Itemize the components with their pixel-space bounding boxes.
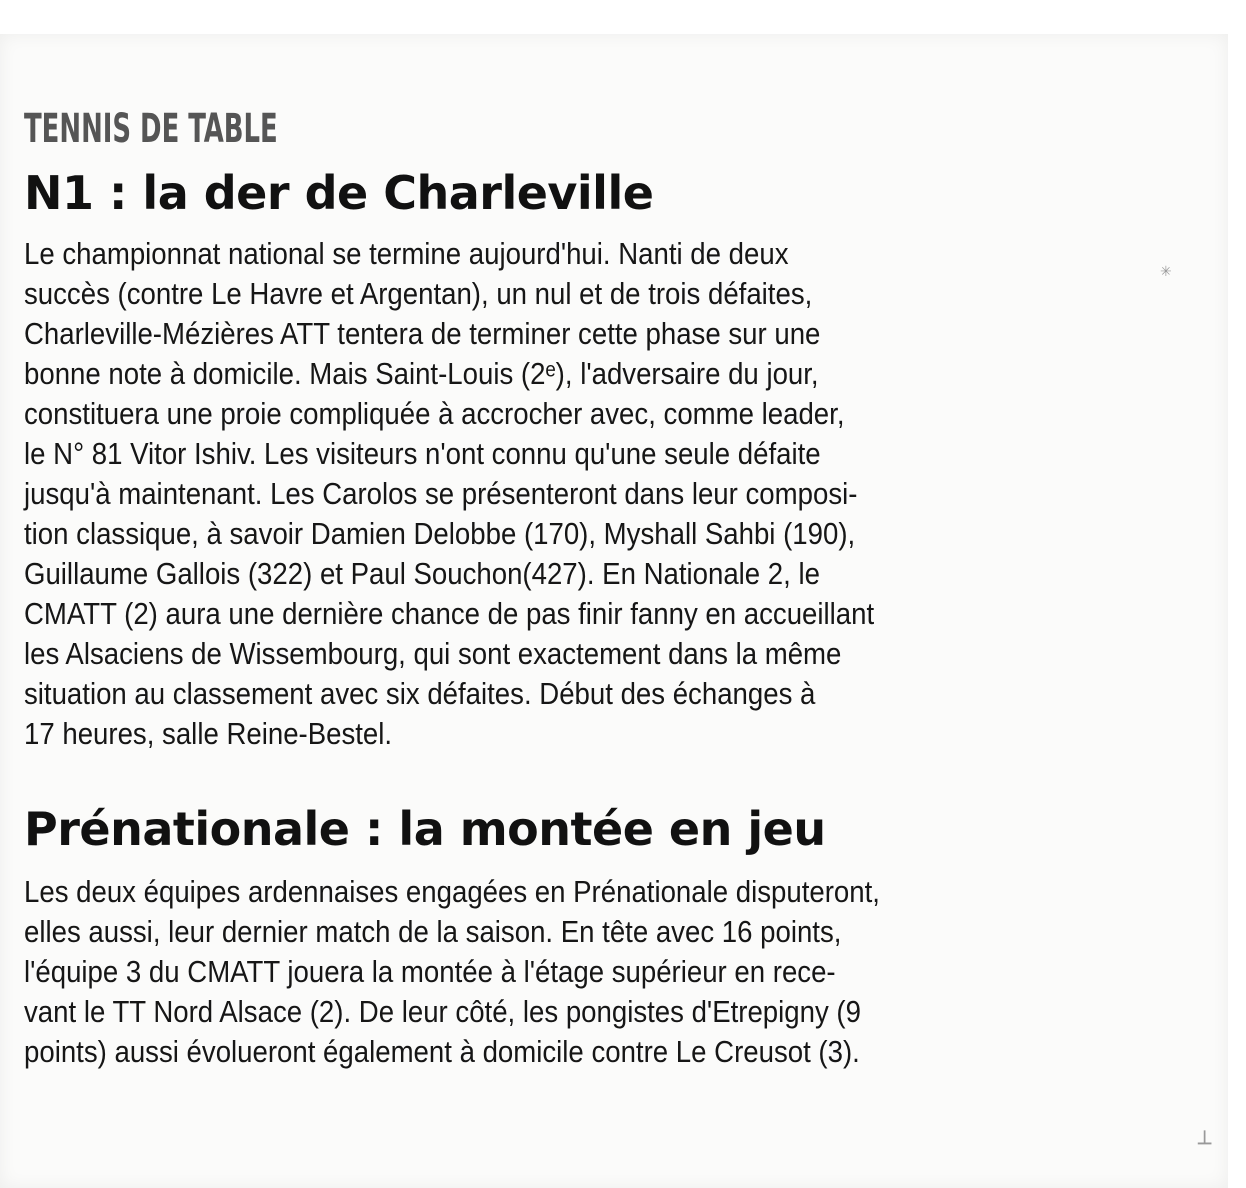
body-line: tion classique, à savoir Damien Delobbe (170), Myshall Sahbi (190), [24, 516, 856, 551]
section-kicker: TENNIS DE TABLE [24, 106, 278, 152]
article-1-body [24, 234, 979, 754]
body-line: bonne note à domicile. Mais Saint-Louis (2ᵉ), l'adversaire du jour, [24, 356, 819, 391]
body-line: constituera une proie compliquée à accrocher avec, comme leader, [24, 396, 845, 431]
body-line: situation au classement avec six défaites. Début des échanges à [24, 676, 816, 711]
article-2-body [24, 872, 986, 1072]
body-line: jusqu'à maintenant. Les Carolos se présenteront dans leur composi- [24, 476, 858, 511]
body-line: Guillaume Gallois (322) et Paul Souchon(427). En Nationale 2, le [24, 556, 820, 591]
body-line: 17 heures, salle Reine-Bestel. [24, 716, 393, 751]
newspaper-clipping [0, 34, 1228, 1188]
body-line: succès (contre Le Havre et Argentan), un nul et de trois défaites, [24, 276, 813, 311]
body-line: Le championnat national se termine aujourd'hui. Nanti de deux [24, 236, 789, 271]
body-line: les Alsaciens de Wissembourg, qui sont exactement dans la même [24, 636, 842, 671]
body-line: points) aussi évolueront également à domicile contre Le Creusot (3). [24, 1034, 860, 1069]
article-2-headline: Prénationale : la montée en jeu [24, 802, 826, 856]
body-line: CMATT (2) aura une dernière chance de pas finir fanny en accueillant [24, 596, 875, 631]
body-line: le N° 81 Vitor Ishiv. Les visiteurs n'ont connu qu'une seule défaite [24, 436, 821, 471]
body-line: l'équipe 3 du CMATT jouera la montée à l'étage supérieur en rece- [24, 954, 836, 989]
crop-mark-icon: ✳ [1160, 264, 1172, 280]
body-line: elles aussi, leur dernier match de la saison. En tête avec 16 points, [24, 914, 842, 949]
body-line: vant le TT Nord Alsace (2). De leur côté, les pongistes d'Etrepigny (9 [24, 994, 861, 1029]
body-line: Les deux équipes ardennaises engagées en Prénationale disputeront, [24, 874, 880, 909]
body-line: Charleville-Mézières ATT tentera de terminer cette phase sur une [24, 316, 821, 351]
crop-corner-icon: ┴ [1198, 1132, 1212, 1157]
article-1-headline: N1 : la der de Charleville [24, 166, 654, 220]
